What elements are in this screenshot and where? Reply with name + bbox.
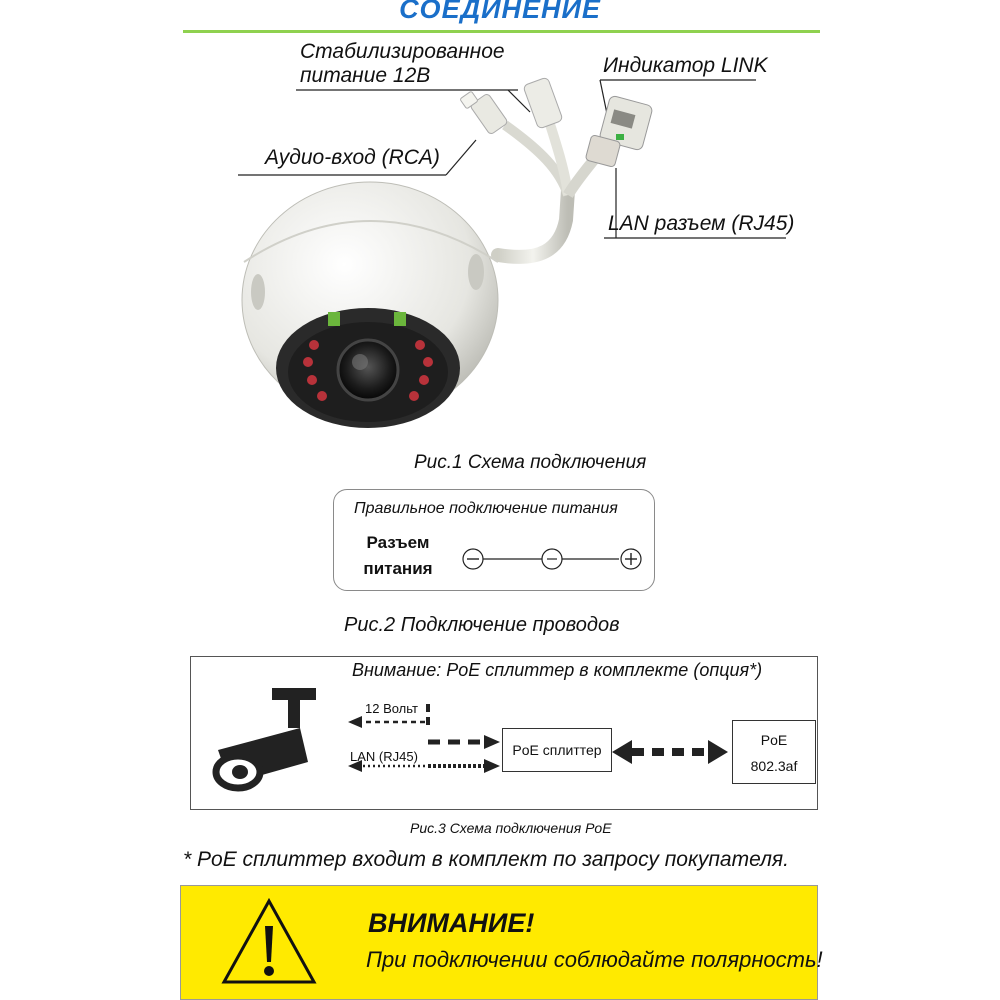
wire-lan-label: LAN (RJ45): [350, 749, 418, 764]
camera-illustration: [0, 0, 1000, 460]
label-lan-port: LAN разъем (RJ45): [608, 212, 795, 235]
rj45-connector: [585, 95, 653, 167]
bullet-camera-icon: [216, 688, 316, 788]
figure2-caption: Рис.2 Подключение проводов: [344, 614, 620, 636]
label-audio-input: Аудио-вход (RCA): [265, 146, 440, 169]
footnote: * PoE сплиттер входит в комплект по запросу покупателя.: [183, 848, 789, 871]
figure3-caption: Рис.3 Схема подключения PoE: [410, 820, 612, 836]
power-connector-line2: питания: [363, 559, 433, 578]
label-power-line2: питание 12В: [300, 64, 431, 87]
figure1-caption: Рис.1 Схема подключения: [414, 452, 647, 473]
poe-source-node: [732, 720, 816, 784]
power-polarity-title: Правильное подключение питания: [354, 500, 618, 517]
poe-source-line2: 802.3af: [750, 758, 798, 774]
power-connector-line1: Разъем: [366, 533, 430, 552]
power-connector-label: [350, 530, 446, 582]
wire-12v-label: 12 Вольт: [365, 701, 418, 716]
dc-power-connector: [523, 77, 563, 129]
dome-camera: [242, 182, 498, 428]
page-title: СОЕДИНЕНИЕ: [399, 0, 601, 24]
warning-text: При подключении соблюдайте полярность!: [366, 947, 823, 972]
polarity-diagram: [455, 542, 650, 576]
label-link-indicator: Индикатор LINK: [603, 54, 768, 77]
warning-heading: ВНИМАНИЕ!: [368, 908, 535, 938]
label-power-line1: Стабилизированное: [300, 40, 505, 63]
poe-source-line1: PoE: [760, 732, 788, 748]
poe-splitter-node: PoE сплиттер: [502, 728, 612, 772]
rca-connector: [460, 91, 509, 135]
poe-diagram-title: Внимание: PoE сплиттер в комплекте (опция*): [352, 660, 763, 680]
warning-triangle-icon: [220, 896, 318, 986]
